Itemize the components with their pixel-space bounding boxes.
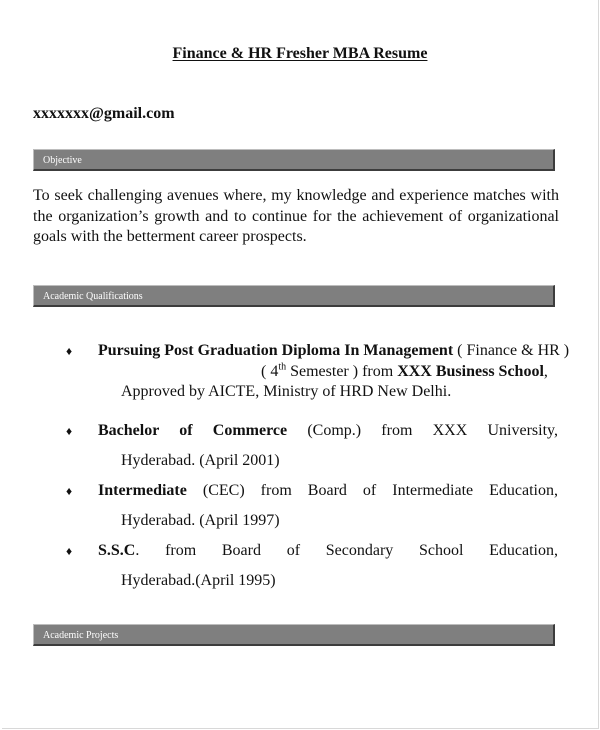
qualification-pgdm-title: Pursuing Post Graduation Diploma In Management — [98, 342, 454, 359]
qualification-ssc-line2: Hyderabad.(April 1995) — [121, 572, 276, 589]
qualification-pgdm-school: XXX Business School — [397, 362, 544, 380]
academic-projects-section-header: Academic Projects — [33, 624, 555, 646]
bullet-icon: ♦ — [66, 424, 73, 438]
qualification-intermediate-detail: (CEC) from Board of Intermediate Education, — [186, 482, 558, 499]
email-address: xxxxxxx@gmail.com — [33, 105, 175, 122]
qualification-bcom-line2: Hyderabad. (April 2001) — [121, 452, 280, 469]
qualification-bcom — [98, 421, 558, 442]
bullet-icon: ♦ — [66, 344, 73, 358]
resume-title — [2, 45, 598, 63]
semester-prefix: ( 4 — [261, 362, 279, 380]
qualification-bcom-title: Bachelor of Commerce — [98, 422, 288, 439]
qualification-pgdm-specialization: ( Finance & HR ) — [453, 342, 570, 359]
bullet-icon: ♦ — [66, 484, 73, 498]
semester-suffix: Semester ) from — [286, 362, 398, 380]
qualification-pgdm-semester — [261, 363, 397, 380]
qualification-intermediate-title: Intermediate — [98, 482, 187, 499]
qualification-intermediate-line2: Hyderabad. (April 1997) — [121, 512, 280, 529]
objective-section-header: Objective — [33, 149, 555, 171]
qualification-pgdm-approval: , Approved by AICTE, Ministry of HRD New Delhi. — [121, 362, 548, 400]
qualification-ssc — [98, 541, 558, 562]
objective-text: To seek challenging avenues where, my knowledge and experience matches with the organization’s growth and to continue for the achievement of organizational goals with the betterment career prospects. — [33, 187, 559, 245]
semester-sup: th — [278, 361, 287, 373]
bullet-icon: ♦ — [66, 544, 73, 558]
qualification-bcom-detail: (Comp.) from XXX University, — [287, 422, 558, 439]
resume-title-text: Finance & HR Fresher MBA Resume — [172, 45, 428, 62]
qualification-intermediate — [98, 481, 558, 502]
qualification-pgdm — [98, 341, 581, 403]
resume-page — [2, 0, 599, 729]
academic-qualifications-section-header: Academic Qualifications — [33, 285, 555, 307]
qualification-ssc-title: S.S.C — [98, 542, 136, 559]
qualification-ssc-detail: . from Board of Secondary School Education, — [135, 542, 558, 559]
